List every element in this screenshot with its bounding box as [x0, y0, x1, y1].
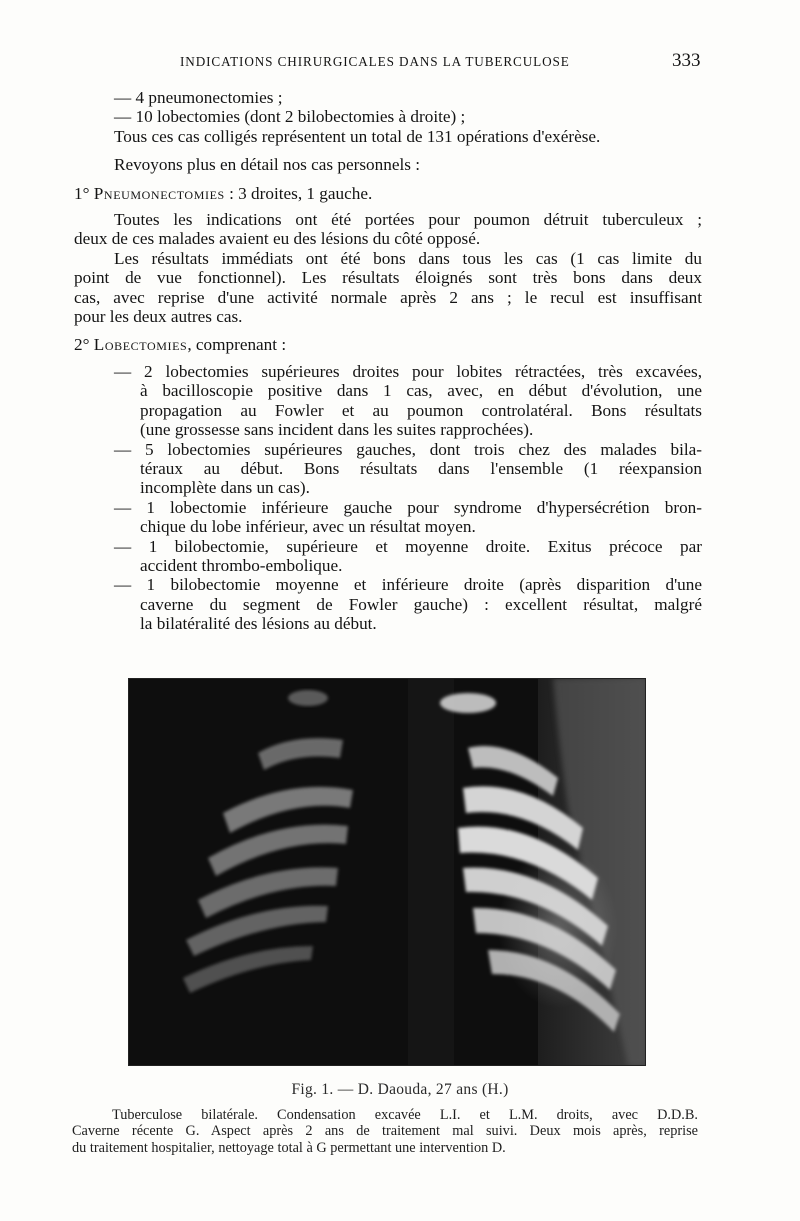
section-number: 1°: [74, 183, 90, 203]
text-line: — 10 lobectomies (dont 2 bilobectomies à droite) ;: [114, 107, 466, 127]
text-line: — 5 lobectomies supérieures gauches, dont trois chez des malades bila-: [114, 439, 702, 459]
text-line: — 4 pneumonectomies ;: [114, 88, 283, 107]
text-line: la bilatéralité des lésions au début.: [140, 614, 377, 634]
chest-xray-figure: [128, 678, 646, 1066]
chest-xray-image: [128, 678, 646, 1066]
section-number: 2°: [74, 335, 90, 355]
text-line: Revoyons plus en détail nos cas personnels :: [114, 155, 420, 175]
text-line: (une grossesse sans incident dans les suites rapprochées).: [140, 420, 534, 440]
section-title-rest: , comprenant :: [187, 335, 287, 355]
figure-caption: Fig. 1. — D. Daouda, 27 ans (H.): [291, 1081, 509, 1098]
text-line: point de vue fonctionnel). Les résultats éloignés sont très bons dans deux: [74, 268, 702, 288]
text-line: cas, avec reprise d'une activité normale après 2 ans ; le recul est insuffisant: [74, 287, 702, 307]
text-line: — 1 lobectomie inférieure gauche pour syndrome d'hypersécrétion bron-: [114, 497, 702, 517]
text-line: Tous ces cas colligés représentent un total de 131 opérations d'exérèse.: [114, 126, 601, 146]
article-body: [74, 88, 702, 634]
text-line: — 2 lobectomies supérieures droites pour lobites rétractées, très excavées,: [114, 361, 702, 381]
text-line: — 1 bilobectomie moyenne et inférieure droite (après disparition d'une: [114, 575, 702, 595]
section-title-rest: : 3 droites, 1 gauche.: [229, 183, 373, 203]
page-number: 333: [672, 50, 701, 71]
figure-description-line: Tuberculose bilatérale. Condensation excavée L.I. et L.M. droits, avec D.D.B.: [112, 1107, 698, 1123]
text-line: téraux au début. Bons résultats dans l'ensemble (1 réexpansion: [140, 458, 702, 478]
section-heading-pneumonectomies: [74, 184, 702, 203]
text-line: caverne du segment de Fowler gauche) : excellent résultat, malgré: [140, 594, 702, 614]
running-title: INDICATIONS CHIRURGICALES DANS LA TUBERCULOSE: [180, 54, 570, 69]
text-line: chique du lobe inférieur, avec un résultat moyen.: [140, 517, 476, 537]
text-line: — 1 bilobectomie, supérieure et moyenne droite. Exitus précoce par: [114, 536, 702, 556]
text-line: propagation au Fowler et au poumon controlatéral. Bons résultats: [140, 400, 702, 420]
figure-description: [72, 1107, 698, 1156]
text-line: à bacilloscopie positive dans 1 cas, avec, en début d'évolution, une: [140, 381, 702, 401]
running-header: [0, 52, 800, 72]
text-line: deux de ces malades avaient eu des lésions du côté opposé.: [74, 229, 481, 249]
section-title: Lobectomies: [93, 335, 188, 355]
section-heading-lobectomies: [74, 335, 702, 354]
text-line: Toutes les indications ont été portées pour poumon détruit tuberculeux ;: [114, 210, 702, 230]
text-line: accident thrombo-embolique.: [140, 555, 343, 575]
figure-description-line: Caverne récente G. Aspect après 2 ans de traitement mal suivi. Deux mois après, reprise: [72, 1123, 698, 1140]
text-line: Les résultats immédiats ont été bons dans tous les cas (1 cas limite du: [114, 248, 702, 268]
text-line: incomplète dans un cas).: [140, 478, 310, 498]
section-title: Pneumonectomies: [93, 183, 225, 203]
text-line: pour les deux autres cas.: [74, 307, 243, 327]
figure-description-line: du traitement hospitalier, nettoyage total à G permettant une intervention D.: [72, 1139, 506, 1156]
